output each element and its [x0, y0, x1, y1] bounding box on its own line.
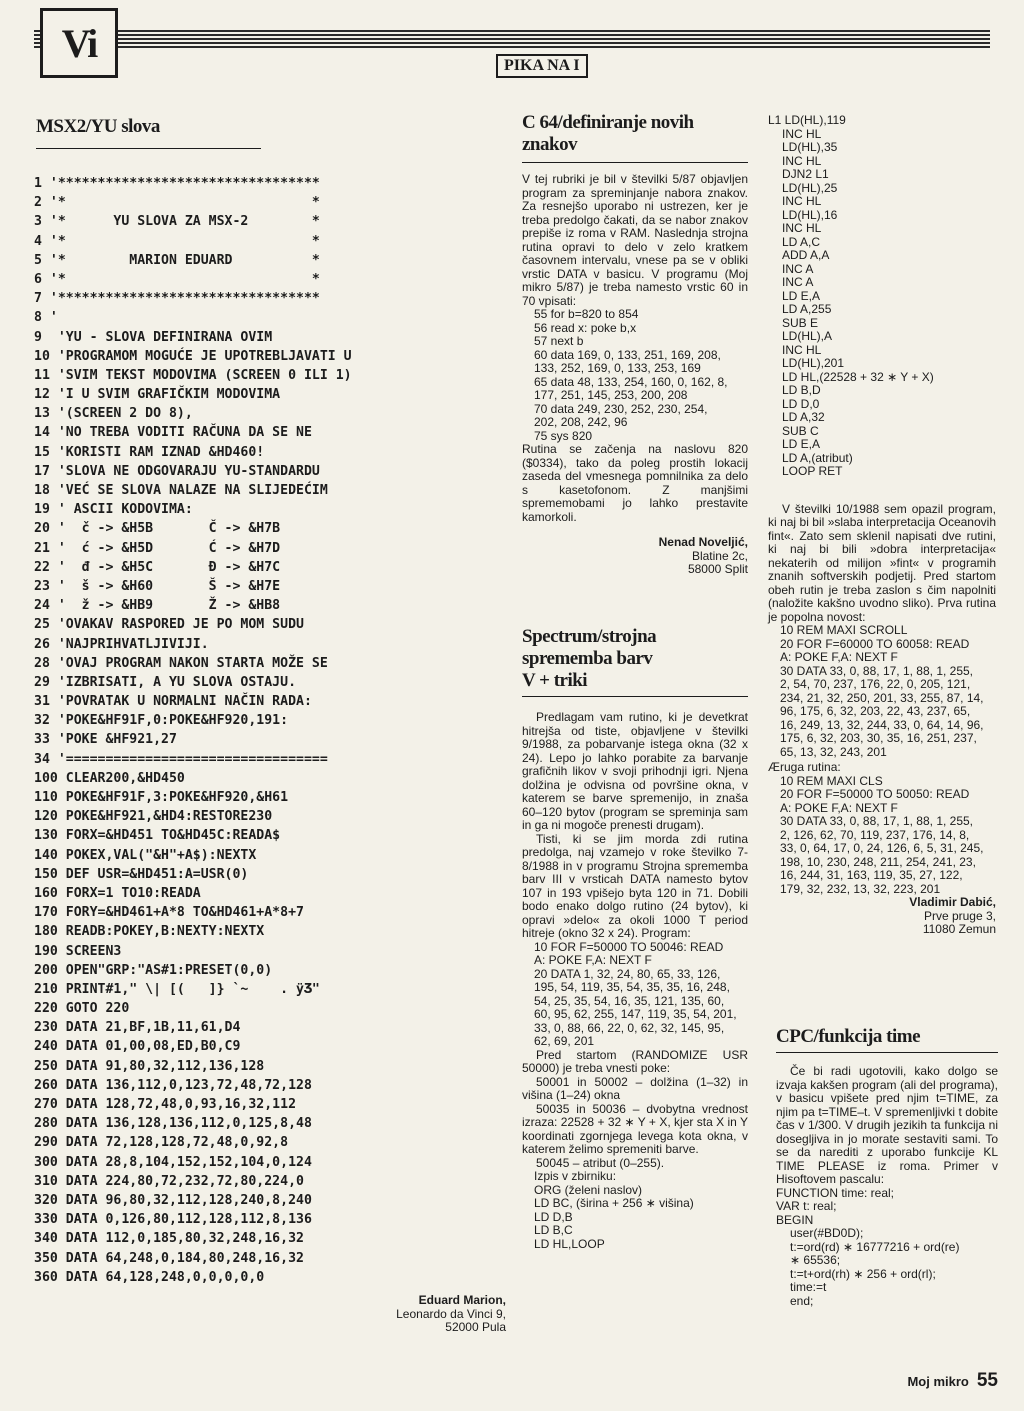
code-line: 65, 13, 32, 243, 201: [780, 744, 887, 759]
code-line: time:=t: [790, 1280, 827, 1294]
code-line: INC A: [782, 261, 814, 276]
code-line: 12 'I U SVIM GRAFIČKIM MODOVIMA: [34, 387, 281, 403]
code-line: user(#BD0D);: [790, 1226, 864, 1240]
code-line: 10 'PROGRAMOM MOGUĆE JE UPOTREBLJAVATI U: [34, 348, 352, 364]
code-line: 70 data 249, 230, 252, 230, 254,: [534, 401, 708, 416]
code-line: 17 'SLOVA NE ODGOVARAJU YU-STANDARDU: [34, 463, 320, 479]
code-line: LD HL,LOOP: [534, 1236, 605, 1251]
page-footer: [907, 1370, 998, 1392]
code-line: 340 DATA 112,0,185,80,32,248,16,32: [34, 1231, 304, 1247]
code-line: LD BC, (širina + 256 ∗ višina): [534, 1196, 694, 1210]
c64-code-listing: [522, 308, 748, 443]
code-line: 290 DATA 72,128,128,72,48,0,92,8: [34, 1135, 289, 1151]
code-line: 21 ' ć -> &H5D Ć -> &H7D: [34, 540, 281, 556]
code-line: LD B,C: [534, 1223, 573, 1237]
code-line: 13 '(SCREEN 2 DO 8),: [34, 406, 193, 422]
code-line: 2, 54, 70, 237, 176, 22, 0, 205, 121,: [780, 677, 971, 691]
c64-article: [522, 112, 748, 577]
code-line: 96, 175, 6, 32, 203, 22, 43, 237, 65,: [780, 704, 971, 718]
code-line: 230 DATA 21,BF,1B,11,61,D4: [34, 1020, 241, 1036]
code-line: 16, 249, 13, 32, 244, 33, 0, 64, 14, 96,: [780, 717, 984, 732]
code-line: 10 REM MAXI CLS: [780, 773, 883, 788]
code-line: LD(HL),A: [782, 329, 833, 343]
code-line: 170 FORY=&HD461+A*8 TO&HD461+A*8+7: [34, 905, 304, 921]
c64-title-line1: C 64/definiranje novih: [522, 112, 694, 133]
code-line: 19 ' ASCII KODOVIMA:: [34, 502, 193, 518]
c64-title-rule: [522, 162, 748, 163]
header-stripe: [34, 30, 990, 48]
spectrum-p8: Æruga rutina:: [768, 760, 841, 774]
code-line: 20 FOR F=50000 TO 50050: READ: [780, 787, 970, 801]
code-line: FUNCTION time: real;: [776, 1185, 895, 1200]
code-line: 300 DATA 28,8,104,152,152,104,0,124: [34, 1154, 312, 1170]
code-line: 33 'POKE &HF921,27: [34, 732, 177, 748]
code-line: 234, 21, 32, 250, 201, 33, 255, 87, 14,: [780, 690, 984, 705]
code-line: 30 DATA 33, 0, 88, 17, 1, 88, 1, 255,: [780, 663, 974, 678]
code-line: LD(HL),25: [782, 180, 838, 195]
code-line: 29 'IZBRISATI, A YU SLOVA OSTAJU.: [34, 674, 297, 690]
code-line: ORG (želeni naslov): [534, 1182, 643, 1197]
code-line: INC HL: [782, 221, 822, 235]
code-line: 20 FOR F=60000 TO 60058: READ: [780, 636, 970, 651]
code-line: VAR t: real;: [776, 1199, 837, 1213]
spectrum-city: 11080 Zemun: [922, 922, 996, 936]
logo-text: Vi: [61, 20, 97, 66]
code-line: A: POKE F,A: NEXT F: [780, 800, 898, 815]
code-line: 20 ' č -> &H5B Č -> &H7B: [34, 521, 281, 537]
spectrum-p2: Tisti, ki se jim morda zdi rutina predolga, naj vzamejo v roke številko 7-8/1988 in v programu Strojna sprememba barv III v vrsticah DATA namesto bytov 107 in 193 vpišejo byta 120 in 71. Dobili bodo enako dolgo rutino (24 bytov), ki opravi »delo« za okoli 1000 T period hitreje (okno 32 x 24). Program:: [522, 831, 748, 940]
code-line: SUB E: [782, 315, 819, 330]
code-line: 179, 32, 232, 13, 32, 223, 201: [780, 881, 941, 896]
code-line: 20 DATA 1, 32, 24, 80, 65, 33, 126,: [534, 966, 721, 981]
code-line: 8 ': [34, 310, 58, 326]
code-line: LD A,C: [782, 234, 821, 249]
spectrum-title-rule: [522, 696, 748, 697]
code-line: 10 FOR F=50000 TO 50046: READ: [534, 939, 724, 954]
spectrum-p7: V številki 10/1988 sem opazil program, ki naj bi bil »slaba interpretacija Oceanovih fint«. Zato sem sklenil napisati dve rutini, ki naj bi bili »dobra interpretacija« nekaterih od milijon »fint« v programih znanih softverskih podjetij. Pred startom obeh rutin je treba zaslon s čim napolniti (naložite kakšno uvodno sliko). Prva rutina je popolna novost:: [768, 501, 996, 624]
spectrum-article: [522, 626, 748, 1251]
code-line: A: POKE F,A: NEXT F: [534, 953, 652, 967]
code-line: 24 ' ž -> &HB9 Ž -> &HB8: [34, 598, 281, 614]
code-line: 60, 95, 62, 255, 147, 119, 35, 54, 201,: [534, 1007, 737, 1021]
spectrum-continued: [768, 114, 996, 937]
code-line: 198, 10, 230, 248, 211, 254, 241, 23,: [780, 854, 976, 869]
spectrum-p6: 50045 – atribut (0–255).: [536, 1155, 665, 1170]
code-line: 23 ' š -> &H60 Š -> &H7E: [34, 578, 281, 594]
code-line: 195, 54, 119, 35, 54, 35, 35, 16, 248,: [534, 980, 730, 994]
spectrum-p4: 50001 in 50002 – dolžina (1–32) in višina (1–24) okna: [522, 1074, 748, 1102]
code-line: 33, 0, 88, 66, 22, 0, 62, 32, 145, 95,: [534, 1020, 725, 1035]
code-line: ∗ 65536;: [790, 1253, 841, 1267]
msx-author: Eduard Marion,: [418, 1293, 506, 1307]
section-logo: [40, 8, 118, 78]
code-line: 177, 251, 145, 253, 200, 208: [534, 388, 688, 402]
code-line: LD E,A: [782, 437, 821, 451]
c64-author: Nenad Noveljić,: [658, 535, 748, 549]
c64-signature: [522, 536, 748, 577]
code-line: 202, 208, 242, 96: [534, 415, 628, 429]
spectrum-title-line1: Spectrum/strojna: [522, 626, 657, 647]
code-line: 220 GOTO 220: [34, 1001, 130, 1017]
code-line: LD D,B: [534, 1209, 573, 1224]
code-line: ADD A,A: [782, 248, 830, 262]
code-line: 9 'YU - SLOVA DEFINIRANA OVIM: [34, 329, 273, 345]
code-line: 120 POKE&HF921,&HD4:RESTORE230: [34, 809, 273, 825]
code-line: 65 data 48, 133, 254, 160, 0, 162, 8,: [534, 374, 728, 389]
code-line: 270 DATA 128,72,48,0,93,16,32,112: [34, 1097, 297, 1112]
code-line: LOOP RET: [782, 464, 843, 478]
code-line: 57 next b: [534, 334, 584, 348]
msx-signature: [340, 1294, 506, 1335]
code-line: 7 '*********************************: [34, 291, 320, 307]
c64-body: V tej rubriki je bil v številki 5/87 objavljen program za spreminjanje nabora znakov. Za resnejšo uporabo ni ustrezen, ker je treba predolgo čakati, da se nabor znakov prepiše iz roma v RAM. Naslednja strojna rutina opravi to delo v zelo kratkem časovnem intervalu, vnese pa se v obliki vrstic DATA v basicu. V programu (Moj mikro 5/87) je treba namesto vrstic 60 in 70 vpisati:: [522, 172, 748, 308]
cpc-article: [776, 1026, 998, 1308]
code-line: 14 'NO TREBA VODITI RAČUNA DA SE NE: [34, 425, 312, 441]
spectrum-p3: Pred startom (RANDOMIZE USR 50000) je treba vnesti poke:: [522, 1047, 748, 1075]
msx-title-rule: [36, 148, 261, 149]
code-line: 320 DATA 96,80,32,112,128,240,8,240: [34, 1192, 312, 1208]
code-line: 4 '* *: [34, 233, 320, 249]
code-line: INC HL: [782, 194, 822, 208]
code-line: 31 'POVRATAK U NORMALNI NAČIN RADA:: [34, 694, 312, 710]
spectrum-asm-listing: [522, 1197, 748, 1251]
code-line: 1 '*********************************: [34, 176, 320, 191]
code-line: LD B,D: [782, 383, 821, 397]
code-line: 33, 0, 64, 17, 0, 24, 126, 6, 5, 31, 245,: [780, 841, 984, 855]
code-line: 180 READB:POKEY,B:NEXTY:NEXTX: [34, 924, 265, 940]
c64-city: 58000 Split: [687, 562, 748, 576]
msx-address: Leonardo da Vinci 9,: [396, 1306, 506, 1321]
code-line: 350 DATA 64,248,0,184,80,248,16,32: [34, 1250, 304, 1266]
code-line: 15 'KORISTI RAM IZNAD &HD460!: [34, 444, 265, 460]
cpc-title: CPC/funkcija time: [776, 1026, 921, 1047]
code-line: L1 LD(HL),119: [768, 113, 846, 127]
section-tag: PIKA NA I: [496, 54, 588, 78]
code-line: 26 'NAJPRIHVATLJIVIJI.: [34, 636, 209, 652]
code-line: 310 DATA 224,80,72,232,72,80,224,0: [34, 1173, 304, 1189]
page-number: 55: [976, 1370, 998, 1391]
spectrum-author: Vladimir Dabić,: [909, 895, 996, 909]
code-line: 11 'SVIM TEKST MODOVIMA (SCREEN 0 ILI 1): [34, 367, 352, 383]
code-line: t:=t+ord(rh) ∗ 256 + ord(rl);: [790, 1266, 936, 1281]
code-line: 34 '=================================: [34, 751, 328, 767]
code-line: 280 DATA 136,128,136,112,0,125,8,48: [34, 1116, 312, 1132]
spectrum-p5: 50035 in 50036 – dvobytna vrednost izraza: 22528 + 32 ∗ Y + X, kjer sta X in Y koordinati zgornjega levega kota okna, v katerem želimo spremeniti barve.: [522, 1101, 748, 1156]
code-line: INC HL: [782, 153, 822, 168]
cpc-code-listing: [776, 1187, 998, 1309]
code-line: LD A,32: [782, 410, 825, 424]
code-line: 110 POKE&HF91F,3:POKE&HF920,&H61: [34, 790, 289, 805]
cpc-body: Če bi radi ugotovili, kako dolgo se izvaja kakšen program (ali del programa), v basicu vpišete pred njim t=TIME, za njim pa t=TIME–t. V spremenljivki t dobite čas v 1/300. V drugih jezikih ta funkcija ni dosegljiva in jo morate sestaviti sami. To se da narediti z uporabo funkcije KL TIME PLEASE iz roma. Primer v Hisoftovem pascalu:: [776, 1064, 998, 1186]
code-line: 150 DEF USR=&HD451:A=USR(0): [34, 866, 249, 882]
code-line: LD A,255: [782, 302, 832, 316]
c64-body-2: Rutina se začenja na naslovu 820 ($0334), tako da poleg prostih lokacij zaseda del vmesnega pomnilnika za delo s kasetofonom. Z manjšimi sprememobami jo lahko prestavite kamorkoli.: [522, 442, 748, 524]
code-line: LD HL,(22528 + 32 ∗ Y + X): [782, 369, 934, 384]
code-line: 160 FORX=1 TO10:READA: [34, 885, 201, 901]
spectrum-address: Prve pruge 3,: [923, 908, 996, 923]
code-line: 260 DATA 136,112,0,123,72,48,72,128: [34, 1077, 312, 1093]
code-line: LD(HL),16: [782, 207, 838, 222]
code-line: 32 'POKE&HF91F,0:POKE&HF920,191:: [34, 713, 289, 729]
code-line: 2, 126, 62, 70, 119, 237, 176, 14, 8,: [780, 827, 970, 842]
code-line: 54, 25, 35, 54, 16, 35, 121, 135, 60,: [534, 993, 725, 1008]
code-line: 360 DATA 64,128,248,0,0,0,0,0: [34, 1269, 265, 1285]
code-line: 250 DATA 91,80,32,112,136,128: [34, 1058, 265, 1074]
c64-title-line2: znakov: [522, 134, 578, 155]
code-line: SUB C: [782, 423, 819, 438]
code-line: 25 'OVAKAV RASPORED JE PO MOM SUDU: [34, 617, 304, 633]
spectrum-title-line2: sprememba barv: [522, 648, 653, 669]
code-line: 240 DATA 01,00,08,ED,B0,C9: [34, 1039, 241, 1055]
code-line: t:=ord(rd) ∗ 16777216 + ord(re): [790, 1239, 960, 1254]
code-line: 10 REM MAXI SCROLL: [780, 623, 908, 637]
code-line: 330 DATA 0,126,80,112,128,112,8,136: [34, 1212, 312, 1228]
code-line: DJN2 L1: [782, 167, 829, 181]
code-line: LD A,(atribut): [782, 450, 853, 465]
spectrum-title-line3: V + triki: [522, 670, 588, 691]
code-line: 62, 69, 201: [534, 1034, 595, 1048]
code-line: LD(HL),35: [782, 140, 838, 154]
code-line: 18 'VEĆ SE SLOVA NALAZE NA SLIJEDEĆIM: [34, 483, 328, 498]
maxi-cls-listing: [768, 775, 996, 897]
code-line: 3 '* YU SLOVA ZA MSX-2 *: [34, 214, 320, 230]
maxi-scroll-listing: [768, 624, 996, 759]
code-line: LD E,A: [782, 288, 821, 303]
code-line: LD D,0: [782, 396, 820, 411]
code-line: A: POKE F,A: NEXT F: [780, 650, 898, 664]
code-line: 22 ' đ -> &H5C Đ -> &H7C: [34, 559, 281, 575]
code-line: 130 FORX=&HD451 TO&HD45C:READA$: [34, 828, 281, 844]
magazine-name: Moj mikro: [907, 1374, 969, 1389]
code-line: 190 SCREEN3: [34, 943, 122, 959]
c64-address: Blatine 2c,: [691, 548, 748, 563]
code-line: 28 'OVAJ PROGRAM NAKON STARTA MOŽE SE: [34, 655, 328, 671]
cpc-title-rule: [776, 1052, 998, 1053]
code-line: 55 for b=820 to 854: [534, 307, 639, 321]
code-line: INC HL: [782, 342, 822, 357]
msx-article-header: [36, 116, 261, 149]
code-line: 2 '* *: [34, 195, 320, 211]
code-line: 100 CLEAR200,&HD450: [34, 770, 185, 786]
code-line: 210 PRINT#1," \| [( ]} `~ . ÿƷ": [34, 981, 320, 997]
code-line: 56 read x: poke b,x: [534, 320, 637, 335]
code-line: 60 data 169, 0, 133, 251, 169, 208,: [534, 347, 721, 362]
msx-city: 52000 Pula: [445, 1320, 506, 1334]
code-line: 175, 6, 32, 203, 30, 35, 16, 251, 237,: [780, 731, 977, 745]
spectrum-asm-continued: [768, 114, 996, 479]
code-line: 140 POKEX,VAL("&H"+A$):NEXTX: [34, 847, 257, 863]
code-line: BEGIN: [776, 1212, 814, 1227]
msx-title: MSX2/YU slova: [36, 116, 160, 137]
code-line: Izpis v zbirniku:: [534, 1169, 617, 1183]
code-line: 16, 244, 31, 163, 119, 35, 27, 122,: [780, 868, 963, 882]
code-line: INC HL: [782, 126, 822, 141]
spectrum-signature: [768, 896, 996, 937]
code-line: 75 sys 820: [534, 428, 593, 443]
spectrum-p1: Predlagam vam rutino, ki je devetkrat hitrejša od tiste, objavljene v številki 9/1988, za pobarvanje istega okna (32 x 24). Lepo jo lahko porabite za barvanje grafičnih likov v svoji prihodnji igri. Njena dolžina je odvisna od površine okna, v katerem se barve spremenijo, in znaša 60–120 bytov (program se spreminja sam in ga ni mogoče prenesti drugam).: [522, 710, 748, 832]
spectrum-asm-intro: [522, 1170, 748, 1197]
code-line: end;: [790, 1293, 814, 1308]
code-line: INC A: [782, 275, 814, 289]
code-line: 30 DATA 33, 0, 88, 17, 1, 88, 1, 255,: [780, 814, 974, 828]
code-line: 200 OPEN"GRP:"AS#1:PRESET(0,0): [34, 962, 273, 978]
code-line: 5 '* MARION EDUARD *: [34, 252, 320, 268]
code-line: 6 '* *: [34, 271, 320, 287]
msx-code-listing: [34, 174, 504, 1287]
code-line: LD(HL),201: [782, 356, 845, 370]
spectrum-code-listing: [522, 941, 748, 1049]
code-line: 133, 252, 169, 0, 133, 253, 169: [534, 361, 701, 375]
